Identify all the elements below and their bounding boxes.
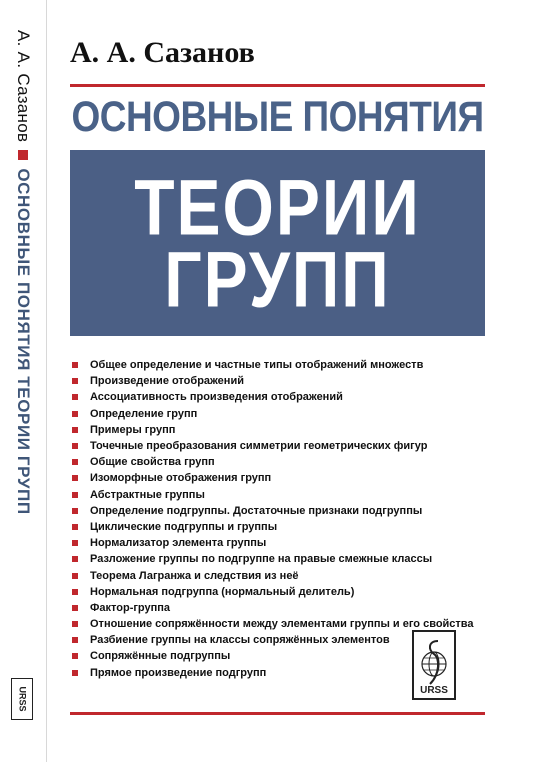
publisher-logo-icon xyxy=(412,630,456,700)
contents-item-text: Общее определение и частные типы отображений множеств xyxy=(90,359,424,372)
top-divider xyxy=(70,84,485,87)
bullet-square-icon xyxy=(72,492,78,498)
contents-item xyxy=(72,487,492,503)
spine-publisher-name: URSS xyxy=(17,686,28,712)
contents-item-text: Примеры групп xyxy=(90,423,176,436)
bullet-square-icon xyxy=(72,394,78,400)
spine-publisher-logo-icon xyxy=(11,678,33,720)
bullet-square-icon xyxy=(72,524,78,530)
bullet-square-icon xyxy=(72,589,78,595)
bullet-square-icon xyxy=(72,540,78,546)
contents-item xyxy=(72,438,492,454)
bullet-square-icon xyxy=(72,443,78,449)
contents-item-text: Абстрактные группы xyxy=(90,488,205,501)
bullet-square-icon xyxy=(72,459,78,465)
bullet-square-icon xyxy=(72,475,78,481)
bullet-square-icon xyxy=(72,411,78,417)
contents-item xyxy=(72,389,492,405)
title-line-1: ТЕОРИИ xyxy=(134,162,421,252)
bullet-square-icon xyxy=(72,378,78,384)
spine-title: ОСНОВНЫЕ ПОНЯТИЯ ТЕОРИИ ГРУПП xyxy=(14,168,33,515)
contents-item-text: Циклические подгруппы и группы xyxy=(90,520,278,533)
title-banner xyxy=(70,150,485,336)
publisher-globe-icon xyxy=(418,638,450,686)
contents-item xyxy=(72,470,492,486)
bullet-square-icon xyxy=(72,427,78,433)
contents-item-text: Определение групп xyxy=(90,407,198,420)
contents-item xyxy=(72,584,492,600)
contents-item-text: Теорема Лагранжа и следствия из неё xyxy=(90,569,299,582)
bullet-square-icon xyxy=(72,508,78,514)
contents-item xyxy=(72,422,492,438)
contents-item-text: Сопряжённые подгруппы xyxy=(90,650,231,663)
contents-item-text: Нормализатор элемента группы xyxy=(90,537,267,550)
contents-item-text: Общие свойства групп xyxy=(90,456,215,469)
contents-item-text: Изоморфные отображения групп xyxy=(90,472,272,485)
contents-item xyxy=(72,406,492,422)
publisher-name: URSS xyxy=(420,685,448,696)
contents-item-text: Нормальная подгруппа (нормальный делитель) xyxy=(90,585,355,598)
bullet-square-icon xyxy=(72,556,78,562)
contents-item-text: Отношение сопряжённости между элементами группы и его свойства xyxy=(90,618,474,631)
contents-item-text: Разложение группы по подгруппе на правые смежные классы xyxy=(90,553,433,566)
contents-item xyxy=(72,454,492,470)
contents-item xyxy=(72,503,492,519)
bullet-square-icon xyxy=(72,653,78,659)
book-spine xyxy=(0,0,47,762)
bottom-divider xyxy=(70,712,485,715)
contents-item-text: Фактор-группа xyxy=(90,601,171,614)
contents-item-text: Прямое произведение подгрупп xyxy=(90,666,267,679)
title-line-2: ГРУПП xyxy=(164,234,391,324)
contents-item xyxy=(72,373,492,389)
contents-item-text: Точечные преобразования симметрии геометрических фигур xyxy=(90,440,428,453)
spine-text xyxy=(13,30,33,515)
contents-item xyxy=(72,567,492,583)
book-subtitle: ОСНОВНЫЕ ПОНЯТИЯ xyxy=(71,92,484,140)
author-name: А. А. Сазанов xyxy=(70,36,255,69)
contents-item xyxy=(72,519,492,535)
contents-item-text: Произведение отображений xyxy=(90,375,244,388)
contents-item xyxy=(72,551,492,567)
bullet-square-icon xyxy=(72,670,78,676)
contents-item-text: Разбиение группы на классы сопряжённых элементов xyxy=(90,634,390,647)
contents-item xyxy=(72,535,492,551)
contents-item-text: Определение подгруппы. Достаточные признаки подгруппы xyxy=(90,504,423,517)
bullet-square-icon xyxy=(72,637,78,643)
bullet-square-icon xyxy=(72,573,78,579)
contents-item-text: Ассоциативность произведения отображений xyxy=(90,391,343,404)
bullet-square-icon xyxy=(72,605,78,611)
contents-item xyxy=(72,357,492,373)
spine-separator-icon xyxy=(18,150,28,160)
contents-item xyxy=(72,600,492,616)
bullet-square-icon xyxy=(72,362,78,368)
bullet-square-icon xyxy=(72,621,78,627)
spine-author: А. А. Сазанов xyxy=(14,30,33,143)
